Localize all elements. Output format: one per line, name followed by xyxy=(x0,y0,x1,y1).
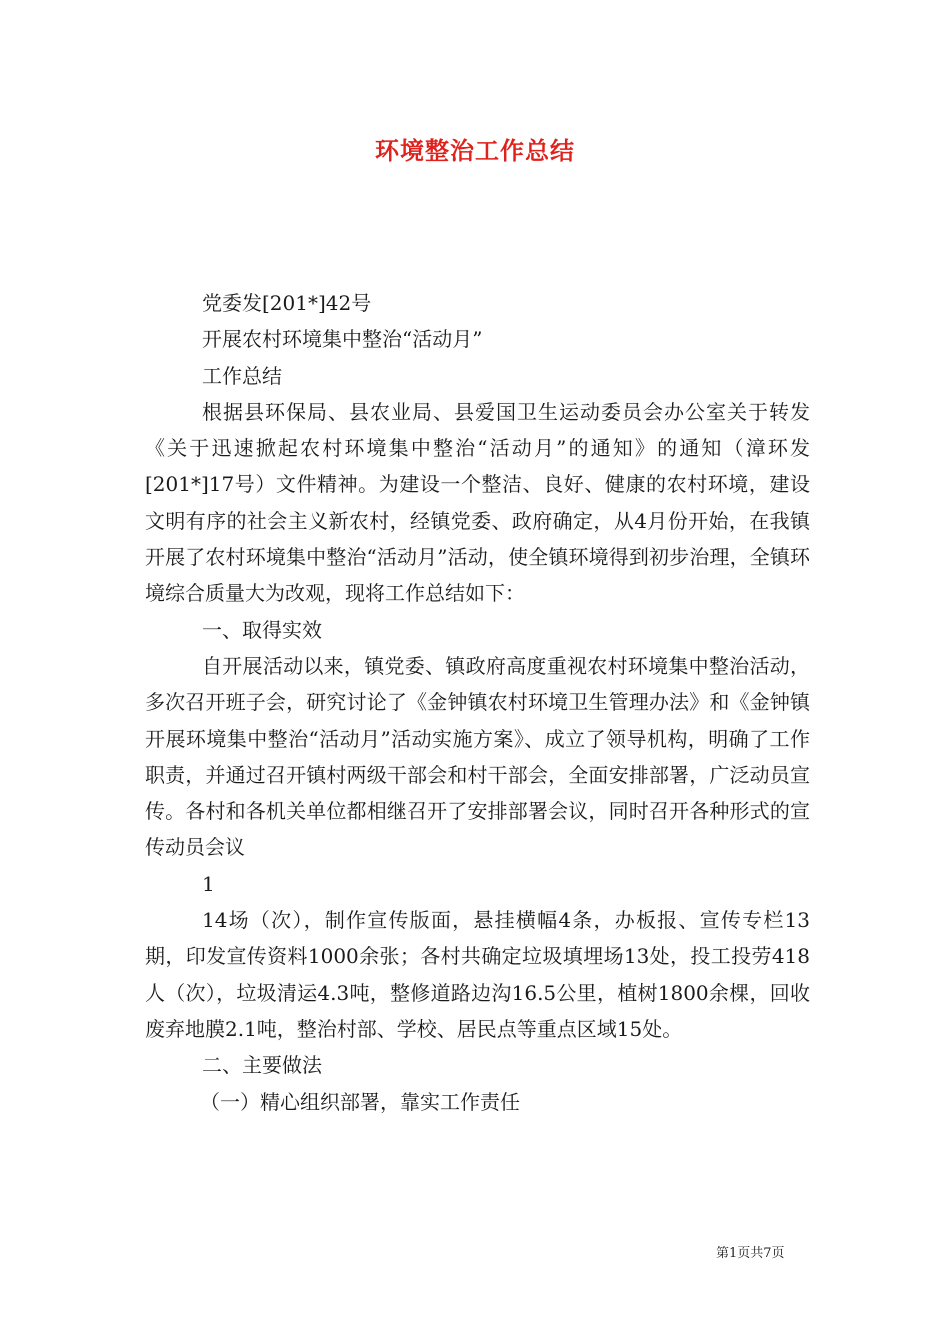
page-marker: 1 xyxy=(202,871,215,896)
page-footer: 第1页共7页 xyxy=(716,1246,785,1261)
subsection-heading-1: （一）精心组织部署，靠实工作责任 xyxy=(200,1089,520,1114)
results-paragraph: 14场（次），制作宣传版面，悬挂横幅4条，办板报、宣传专栏13期，印发宣传资料1000余张；各村共确定垃圾填埋场13处，投工投劳418人（次），垃圾清运4.3吨，整修道路边沟16.5公里，植树1800余棵，回收废弃地膜2.1吨，整治村部、学校、居民点等重点区域15处。 xyxy=(145,908,810,1041)
section-heading-1: 一、取得实效 xyxy=(202,617,322,642)
document-body xyxy=(145,285,810,1120)
doc-number: 党委发[201*]42号 xyxy=(202,291,372,315)
intro-paragraph: 根据县环保局、县农业局、县爱国卫生运动委员会办公室关于转发《关于迅速掀起农村环境集中整治“活动月”的通知》的通知（漳环发[201*]17号）文件精神。为建设一个整洁、良好、健康的农村环境，建设文明有序的社会主义新农村，经镇党委、政府确定，从4月份开始，在我镇开展了农村环境集中整治“活动月”活动，使全镇环境得到初步治理，全镇环境综合质量大为改观，现将工作总结如下： xyxy=(145,399,810,606)
subtitle-line-1: 开展农村环境集中整治“活动月” xyxy=(202,327,483,352)
document-title: 环境整治工作总结 xyxy=(375,136,575,165)
section-heading-2: 二、主要做法 xyxy=(202,1053,322,1078)
section-1-paragraph: 自开展活动以来，镇党委、镇政府高度重视农村环境集中整治活动，多次召开班子会，研究讨论了《金钟镇农村环境卫生管理办法》和《金钟镇开展环境集中整治“活动月”活动实施方案》、成立了领导机构，明确了工作职责，并通过召开镇村两级干部会和村干部会，全面安排部署，广泛动员宣传。各村和各机关单位都相继召开了安排部署会议，同时召开各种形式的宣传动员会议 xyxy=(145,653,810,860)
subtitle-line-2: 工作总结 xyxy=(202,363,282,388)
